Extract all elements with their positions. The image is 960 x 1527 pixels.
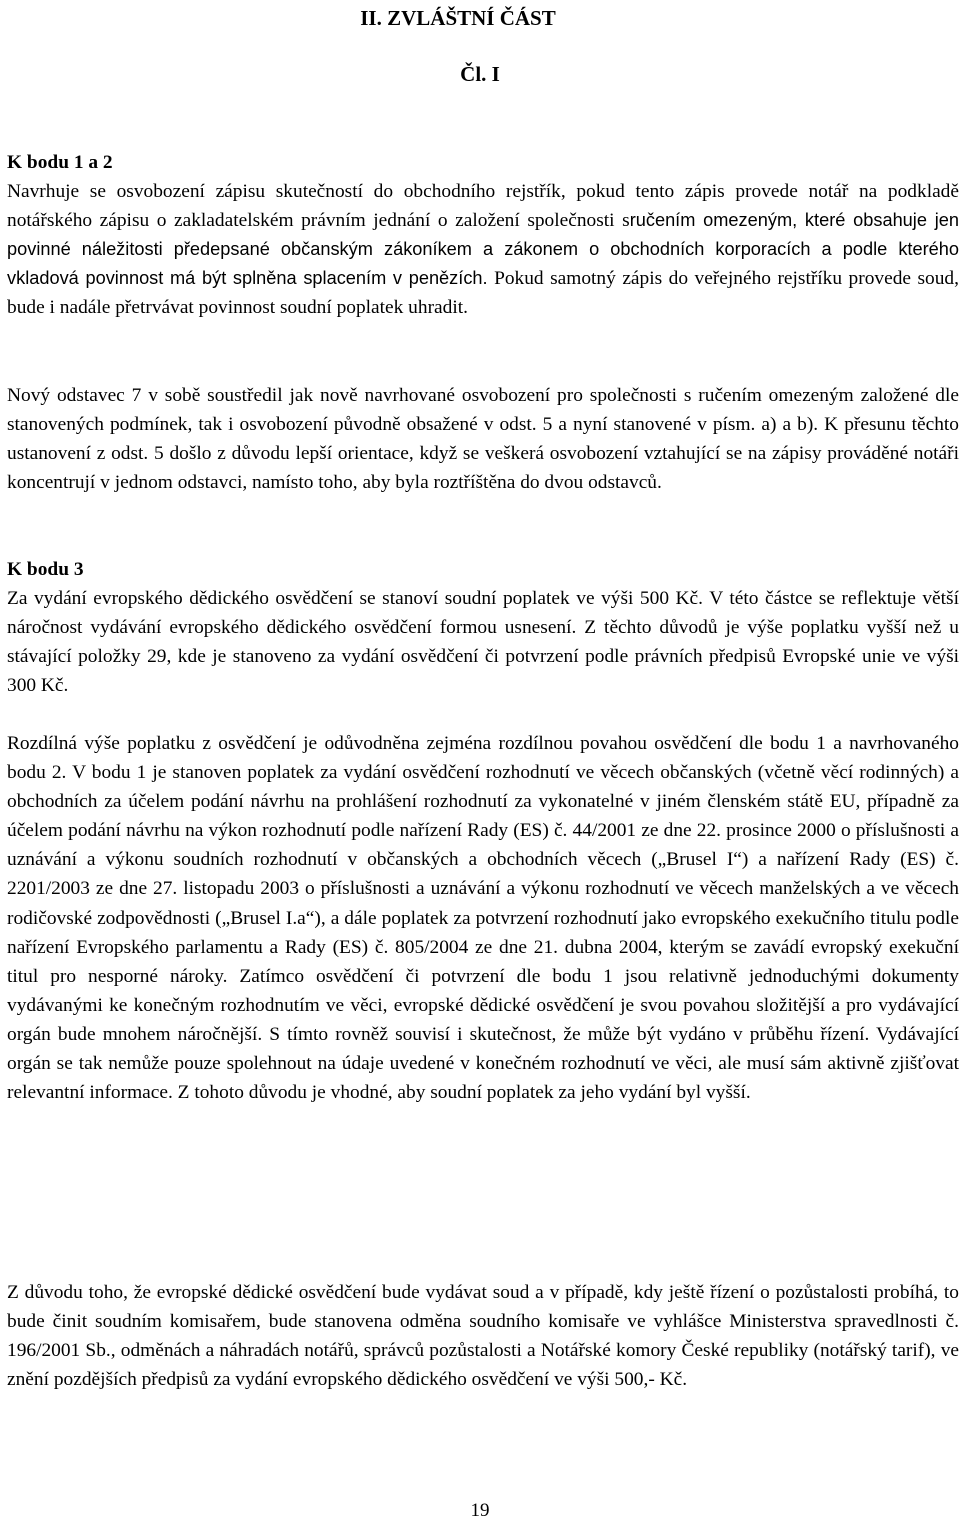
paragraph-text: ručením omezeným, které obsahuje jen povinné náležitosti předepsané občanským zákoníkem a zákonem o obchodních korporacích a podle kterého vkladová povinnost má být splněna splacením v penězích. — [7, 210, 959, 289]
paragraph-text: Pokud samotný zápis do veřejného rejstříku provede soud, bude i nadále přetrvávat povinnost soudní poplatek uhradit. — [7, 268, 959, 319]
paragraph: Nový odstavec 7 v sobě soustředil jak nově navrhované osvobození pro společnosti s ručením omezeným založené dle stanovených podmínek, tak i osvobození původně obsažené v odst. 5 a nyní stanovené v písm. a) a b). K přesunu těchto ustanovení z odst. 5 došlo z důvodu lepší orientace, když se veškerá osvobození vztahující se na zápisy prováděné notáři koncentrují v jednom odstavci, namísto toho, aby byla roztříštěna do dvou odstavců. — [7, 385, 959, 494]
part-title: II. ZVLÁŠTNÍ ČÁST — [360, 6, 556, 30]
paragraph-text: Navrhuje se osvobození zápisu skutečností do obchodního rejstřík, pokud tento zápis provede notář na podkladě notářského zápisu o zakladatelském právním jednání o založení společnosti s — [7, 181, 959, 232]
article-title: Čl. I — [460, 62, 500, 86]
paragraph: Za vydání evropského dědického osvědčení se stanoví soudní poplatek ve výši 500 Kč. V této částce se reflektuje větší náročnost vydávání evropského dědického osvědčení formou usnesení. Z těchto důvodů je výše poplatku vyšší než u stávající položky 29, kde je stanoveno za vydání osvědčení či potvrzení podle právních předpisů Evropské unie ve výši 300 Kč. — [7, 588, 959, 697]
page-number: 19 — [470, 1500, 490, 1521]
section-bod-1-2 — [7, 148, 959, 323]
section-heading: K bodu 1 a 2 — [7, 152, 113, 173]
paragraph — [7, 177, 959, 322]
section-bod-3 — [7, 555, 959, 700]
paragraph: Z důvodu toho, že evropské dědické osvědčení bude vydávat soud a v případě, kdy ještě řízení o pozůstalosti probíhá, to bude činit soudním komisařem, bude stanovena odměna soudního komisaře ve vyhlášce Ministerstva spravedlnosti č. 196/2001 Sb., odměnách a náhradách notářů, správců pozůstalosti a Notářské komory České republiky (notářský tarif), ve znění pozdějších předpisů za vydání evropského dědického osvědčení ve výši 500,- Kč. — [7, 1282, 959, 1391]
section-heading: K bodu 3 — [7, 559, 84, 580]
paragraph: Rozdílná výše poplatku z osvědčení je odůvodněna zejména rozdílnou povahou osvědčení dle bodu 1 a navrhovaného bodu 2. V bodu 1 je stanoven poplatek za vydání osvědčení rozhodnutí ve věcech občanských (včetně věcí rodinných) a obchodních za účelem podání návrhu na prohlášení rozhodnutí za vykonatelné v jiném členském státě EU, případně za účelem podání návrhu na výkon rozhodnutí podle nařízení Rady (ES) č. 44/2001 ze dne 22. prosince 2000 o příslušnosti a uznávání a výkonu soudních rozhodnutí v občanských a obchodních věcech („Brusel I“) a nařízení Rady (ES) č. 2201/2003 ze dne 27. listopadu 2003 o příslušnosti a uznávání a výkonu rozhodnutí ve věcech manželských a ve věcech rodičovské zodpovědnosti („Brusel I.a“), a dále poplatek za potvrzení rozhodnutí jako evropského exekučního titulu podle nařízení Evropského parlamentu a Rady (ES) č. 805/2004 ze dne 21. dubna 2004, kterým se zavádí evropský exekuční titul pro nesporné nároky. Zatímco osvědčení či potvrzení dle bodu 1 jsou relativně jednoduchými dokumenty vydávanými ke konečným rozhodnutím ve věci, evropské dědické osvědčení je svou povahou složitější a pro vydávající orgán bude mnohem náročnější. S tímto rovněž souvisí i skutečnost, že může být vydáno v průběhu řízení. Vydávající orgán se tak nemůže pouze spolehnout na údaje uvedené v konečném rozhodnutí ve věci, ale musí sám aktivně zjišťovat relevantní informace. Z tohoto důvodu je vhodné, aby soudní poplatek za jeho vydání byl vyšší. — [7, 733, 959, 1104]
